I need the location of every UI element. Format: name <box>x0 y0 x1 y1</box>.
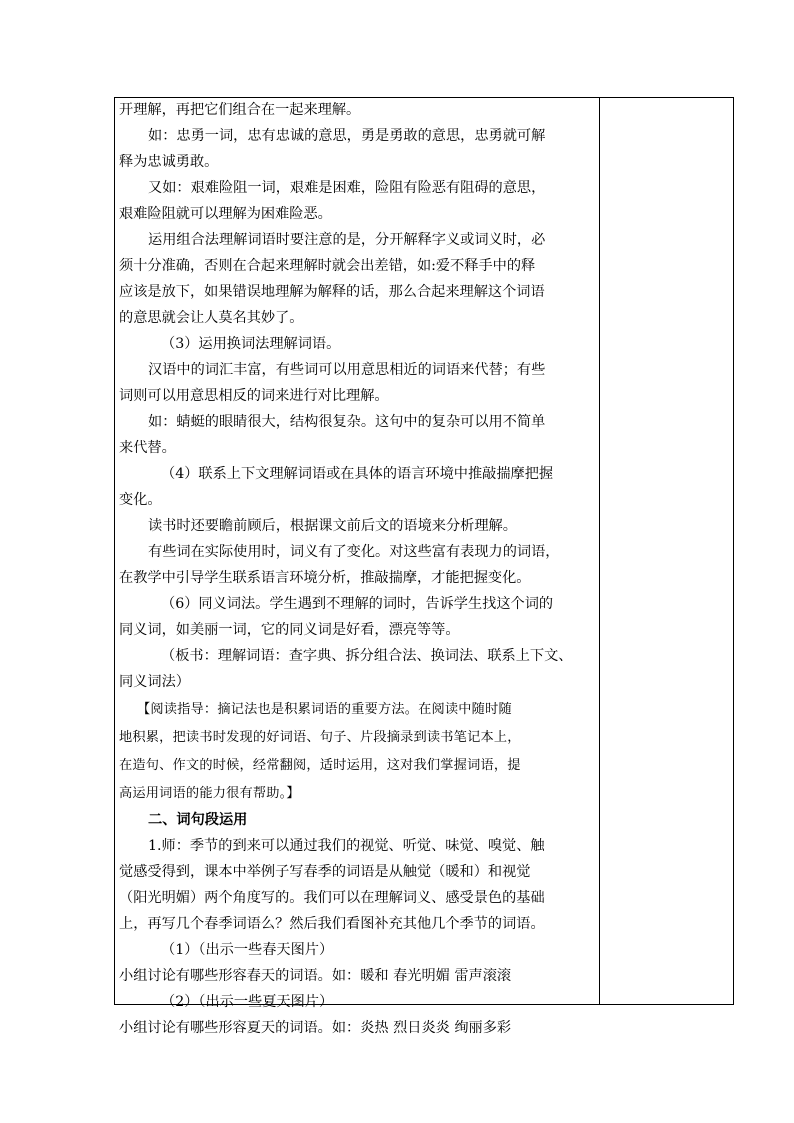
text-line: 小组讨论有哪些形容春天的词语。如：暖和 春光明媚 雷声滚滚 <box>119 968 512 984</box>
text-line: 运用组合法理解词语时要注意的是，分开解释字义或词义时，必 <box>148 232 546 248</box>
text-line: 1.师：季节的到来可以通过我们的视觉、听觉、味觉、嗅觉、触 <box>148 838 545 854</box>
text-line: 如：蜻蜓的眼睛很大，结构很复杂。这句中的复杂可以用不简单 <box>148 414 546 430</box>
section-title: 二、词句段运用 <box>148 812 248 828</box>
text-line: 词则可以用意思相反的词来进行对比理解。 <box>119 388 389 404</box>
reading-guide: 【阅读指导：摘记法也是积累词语的重要方法。在阅读中随时随 <box>137 702 512 717</box>
list-item: （2）（出示一些夏天图片） <box>161 994 334 1010</box>
text-line: 在教学中引导学生联系语言环境分析，推敲揣摩，才能把握变化。 <box>119 570 531 586</box>
list-item: （1）（出示一些春天图片） <box>161 942 334 958</box>
text-line: 艰难险阻就可以理解为困难险恶。 <box>119 206 332 222</box>
text-line: 有些词在实际使用时，词义有了变化。对这些富有表现力的词语， <box>148 544 560 560</box>
text-line: 汉语中的词汇丰富，有些词可以用意思相近的词语来代替；有些 <box>148 362 546 378</box>
text-line: 上，再写几个春季词语么？然后我们看图补充其他几个季节的词语。 <box>119 916 545 932</box>
text-line: 同义词，如美丽一词，它的同义词是好看，漂亮等等。 <box>119 622 460 638</box>
notes-cell <box>600 98 733 1004</box>
blackboard-note: （板书：理解词语：查字典、拆分组合法、换词法、联系上下文、 <box>161 648 573 664</box>
text-line: 又如：艰难险阻一词，艰难是困难，险阻有险恶有阻碍的意思， <box>148 180 546 196</box>
section-heading-6: （6）同义词法。学生遇到不理解的词时，告诉学生找这个词的 <box>161 596 554 612</box>
text-line: 小组讨论有哪些形容夏天的词语。如：炎热 烈日炎炎 绚丽多彩 <box>119 1020 512 1036</box>
text-line: 开理解，再把它们组合在一起来理解。 <box>119 102 361 118</box>
blackboard-note: 同义词法） <box>119 674 190 690</box>
text-line: 如：忠勇一词，忠有忠诚的意思，勇是勇敢的意思，忠勇就可解 <box>148 128 546 144</box>
text-line: 觉感受得到，课本中举例子写春季的词语是从触觉（暖和）和视觉 <box>119 864 531 880</box>
section-heading-4: （4）联系上下文理解词语或在具体的语言环境中推敲揣摩把握 <box>161 466 554 482</box>
lesson-content-cell <box>115 98 599 1036</box>
lesson-plan-table <box>114 97 734 1036</box>
text-line: 的意思就会让人莫名其妙了。 <box>119 310 304 326</box>
text-line: 应该是放下，如果错误地理解为解释的话，那么合起来理解这个词语 <box>119 284 545 300</box>
text-line: 须十分准确，否则在合起来理解时就会出差错，如:爱不释手中的释 <box>119 258 536 274</box>
text-line: （阳光明媚）两个角度写的。我们可以在理解词义、感受景色的基础 <box>119 890 545 906</box>
reading-guide: 地积累，把读书时发现的好词语、句子、片段摘录到读书笔记本上， <box>119 730 521 745</box>
text-line: 变化。 <box>119 492 162 508</box>
reading-guide: 在造句、作文的时候，经常翻阅，适时运用，这对我们掌握词语，提 <box>119 758 521 773</box>
text-line: 释为忠诚勇敢。 <box>119 154 219 170</box>
section-heading-3: （3）运用换词法理解词语。 <box>161 336 341 352</box>
reading-guide: 高运用词语的能力很有帮助。】 <box>119 786 300 801</box>
text-line: 读书时还要瞻前顾后，根据课文前后文的语境来分析理解。 <box>148 518 517 534</box>
text-line: 来代替。 <box>119 440 176 456</box>
